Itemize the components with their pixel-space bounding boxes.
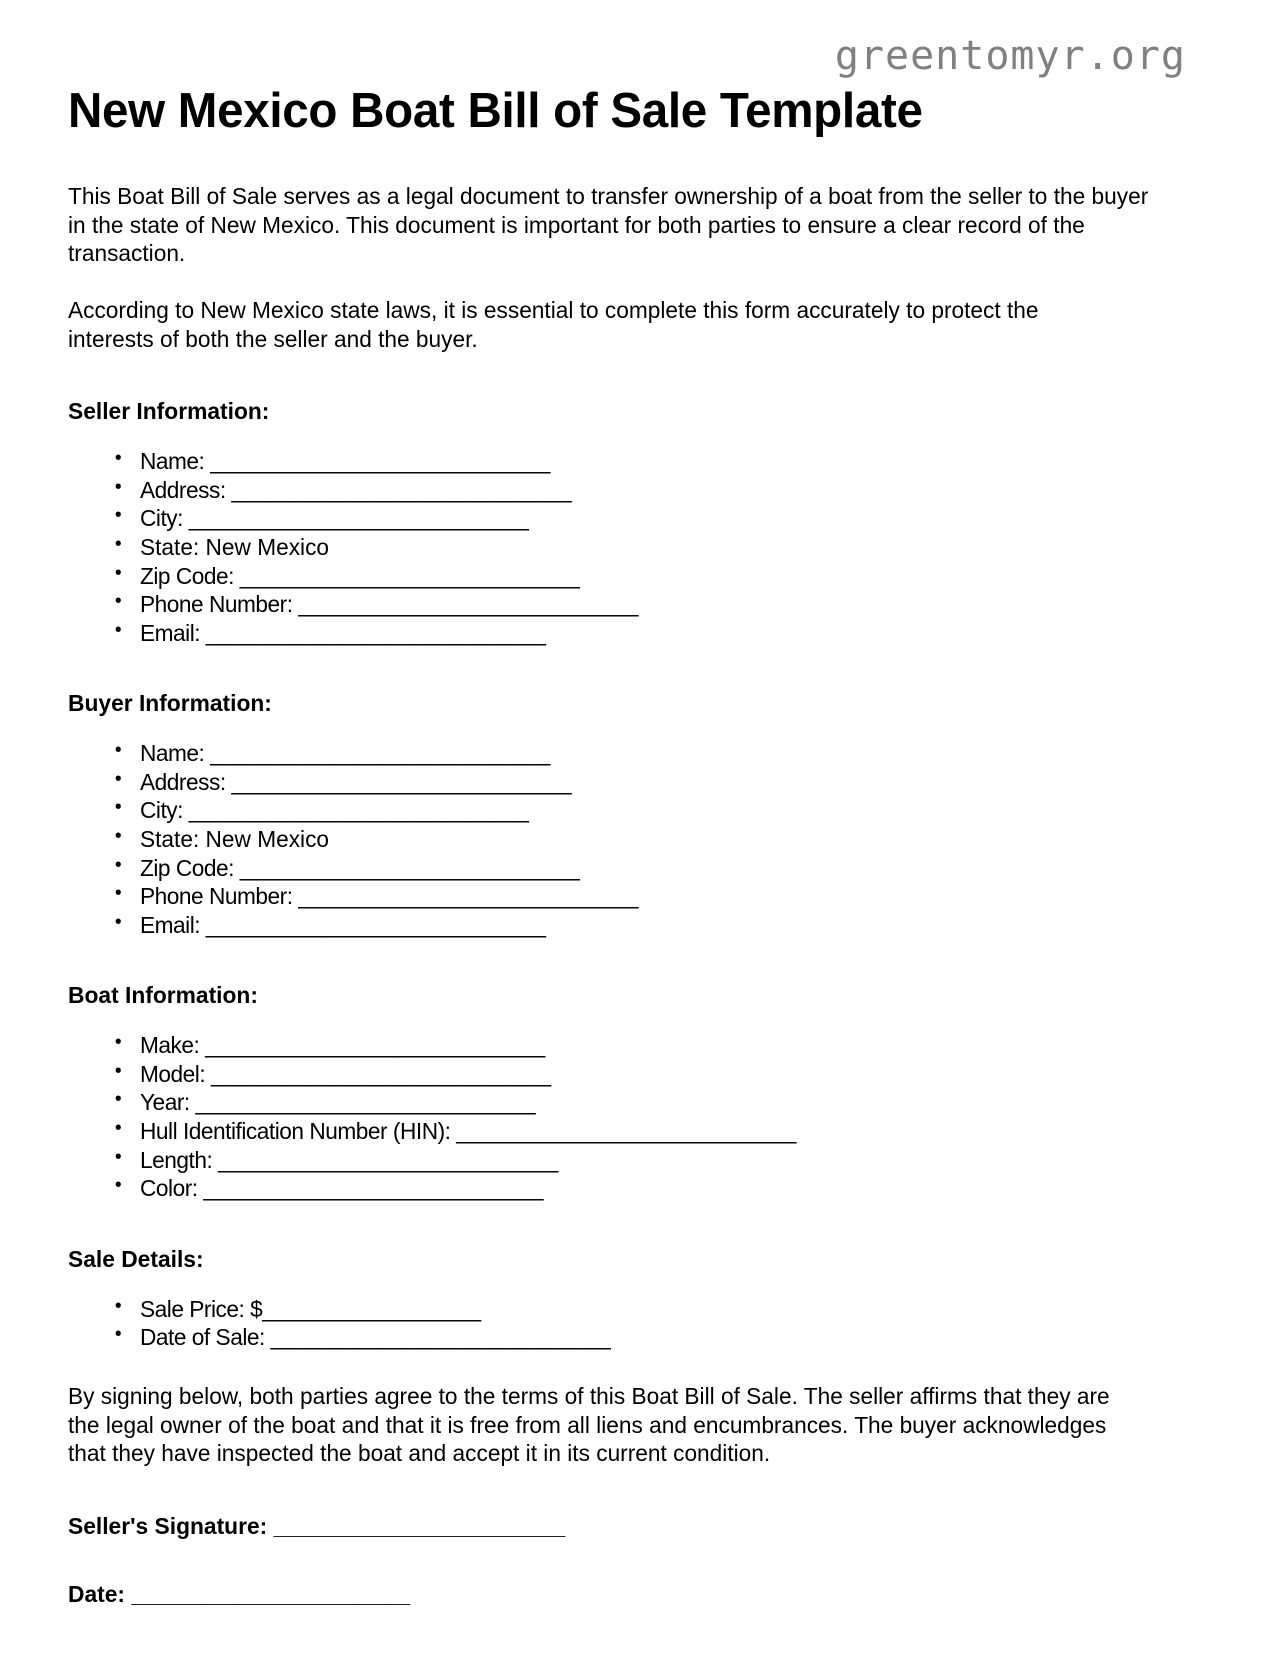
- list-item: [140, 825, 1176, 854]
- page-title: New Mexico Boat Bill of Sale Template: [68, 84, 923, 138]
- seller-signature-line[interactable]: Seller's Signature: _______________________: [68, 1512, 566, 1539]
- list-item[interactable]: [140, 1117, 1176, 1146]
- boat-field-year: Year: ____________________________: [140, 1089, 536, 1116]
- closing-paragraph: By signing below, both parties agree to the terms of this Boat Bill of Sale. The seller affirms that they are the legal owner of the boat and that it is free from all liens and encumbrances. The buyer acknowledges that they have inspected the boat and accept it in its current condition.: [68, 1382, 1110, 1467]
- buyer-field-address: Address: ____________________________: [140, 768, 572, 795]
- list-item[interactable]: [140, 504, 1176, 533]
- list-item[interactable]: [140, 768, 1176, 797]
- list-item[interactable]: [140, 1146, 1176, 1175]
- list-item[interactable]: [140, 854, 1176, 883]
- boat-field-color: Color: ____________________________: [140, 1175, 544, 1202]
- signature-date-line[interactable]: Date: ______________________: [68, 1581, 411, 1608]
- intro-paragraph-1: This Boat Bill of Sale serves as a legal document to transfer ownership of a boat from the seller to the buyer in the state of New Mexico. This document is important for both parties to ensure a clear record of the transaction.: [68, 182, 1149, 267]
- sale-field-price: Sale Price: $__________________: [140, 1295, 481, 1322]
- list-item[interactable]: [140, 590, 1176, 619]
- boat-field-list: [68, 1031, 1214, 1202]
- boat-field-hin: Hull Identification Number (HIN): ____________________________: [140, 1118, 796, 1145]
- buyer-field-phone: Phone Number: ____________________________: [140, 883, 639, 910]
- section-heading-buyer: Buyer Information:: [68, 690, 272, 717]
- list-item[interactable]: [140, 1323, 1176, 1352]
- seller-field-city: City: ____________________________: [140, 505, 529, 532]
- boat-field-length: Length: ____________________________: [140, 1146, 558, 1173]
- section-heading-seller: Seller Information:: [68, 398, 270, 425]
- section-heading-boat: Boat Information:: [68, 982, 258, 1009]
- seller-field-address: Address: ____________________________: [140, 476, 572, 503]
- seller-field-phone: Phone Number: ____________________________: [140, 591, 639, 618]
- buyer-field-zip: Zip Code: ____________________________: [140, 854, 580, 881]
- seller-field-zip: Zip Code: ____________________________: [140, 562, 580, 589]
- list-item[interactable]: [140, 476, 1176, 505]
- seller-field-email: Email: ____________________________: [140, 619, 546, 646]
- sale-field-list: [68, 1295, 1214, 1352]
- sale-field-date: Date of Sale: ____________________________: [140, 1324, 611, 1351]
- buyer-field-state: State: New Mexico: [140, 826, 330, 852]
- site-watermark: greentomyr.org: [834, 33, 1186, 79]
- buyer-field-email: Email: ____________________________: [140, 911, 546, 938]
- list-item[interactable]: [140, 562, 1176, 591]
- list-item[interactable]: [140, 1295, 1176, 1324]
- list-item[interactable]: [140, 1060, 1176, 1089]
- boat-field-make: Make: ____________________________: [140, 1032, 545, 1059]
- list-item: [140, 533, 1176, 562]
- list-item[interactable]: [140, 1174, 1176, 1203]
- list-item[interactable]: [140, 796, 1176, 825]
- seller-field-name: Name: ____________________________: [140, 448, 550, 475]
- buyer-field-list: [68, 739, 1214, 939]
- list-item[interactable]: [140, 739, 1176, 768]
- section-heading-sale: Sale Details:: [68, 1245, 204, 1272]
- list-item[interactable]: [140, 619, 1176, 648]
- list-item[interactable]: [140, 911, 1176, 940]
- buyer-field-city: City: ____________________________: [140, 797, 529, 824]
- list-item[interactable]: [140, 1031, 1176, 1060]
- boat-field-model: Model: ____________________________: [140, 1060, 551, 1087]
- list-item[interactable]: [140, 447, 1176, 476]
- list-item[interactable]: [140, 882, 1176, 911]
- buyer-field-name: Name: ____________________________: [140, 740, 550, 767]
- intro-paragraph-2: According to New Mexico state laws, it is essential to complete this form accurately to protect the interests of both the seller and the buyer.: [68, 296, 1039, 352]
- seller-field-list: [68, 447, 1214, 647]
- list-item[interactable]: [140, 1088, 1176, 1117]
- seller-field-state: State: New Mexico: [140, 533, 330, 560]
